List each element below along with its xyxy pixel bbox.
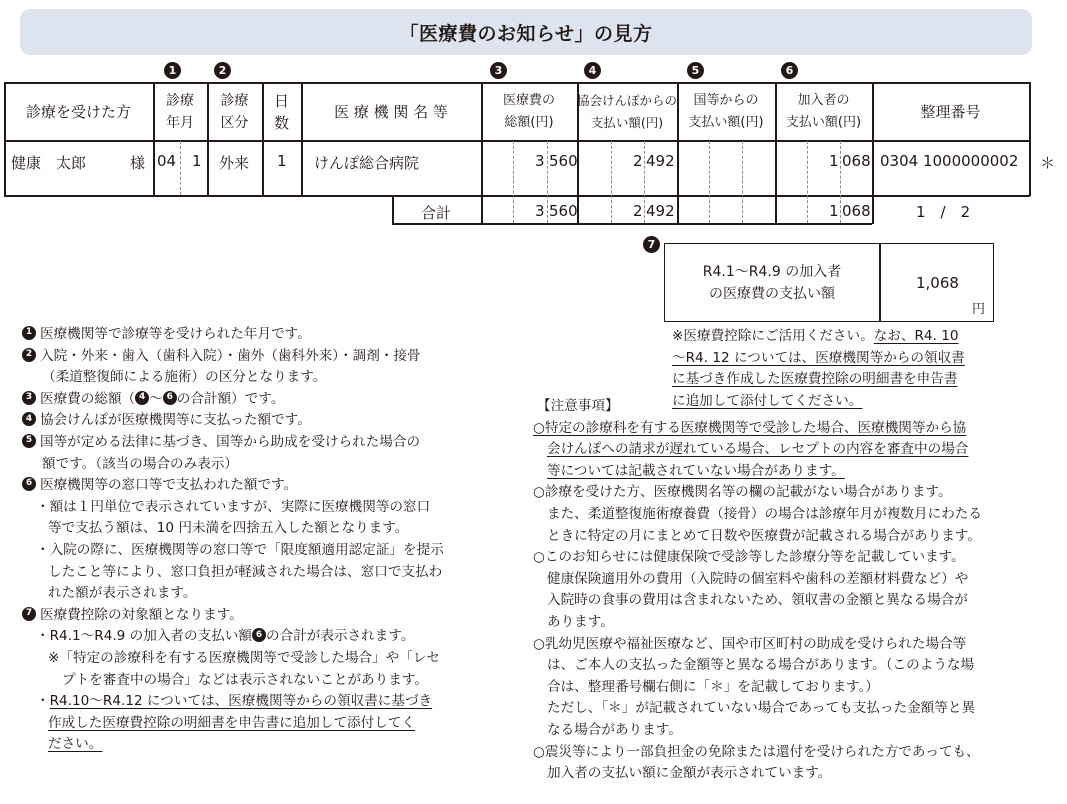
header-ref: 整理番号 [920,102,981,121]
totals-member-units: 068 [842,202,871,220]
deduction-amount: 1,068 [916,274,959,292]
digit-divider [840,141,841,223]
digit-divider [547,141,548,223]
num-2-icon: 2 [22,348,36,362]
page-indicator: 1 / 2 [916,203,971,221]
totals-member-thousands: 1 [829,202,839,220]
digit-divider [742,141,743,223]
header-total: 医療費の 総額(円) [502,92,555,130]
digit-divider [709,141,710,223]
cell-total-thousands: 3 [535,152,545,170]
header-kyokai: 協会けんぽからの 支払い額(円) [577,92,678,130]
marker-7: 7 [643,236,660,253]
num-3-icon: 3 [22,391,36,405]
totals-kyokai-units: 492 [646,202,675,220]
num-4-icon: 4 [22,412,36,426]
num-6-icon: 6 [163,391,177,405]
cell-kyokai-units: 492 [646,152,675,170]
deduction-label: R4.1～R4.9 の加入者 の医療費の支払い額 [702,263,842,302]
digit-divider [180,141,181,195]
caution-notes: 【注意事項】 ○特定の診療科を有する医療機関等で受診した場合、医療機関等から協 会けんぽへの請求が遅れている場合、レセプトの内容を審査中の場合 等については記載されていない場合があります。 ○診療を受けた方、医療機関名等の欄の記載がない場合があります。 また、柔道整復施術療養費（接骨）の場合は診療年月が複数月にわたる ときに特定の月にまとめて日数や医療費が記載される場合があります。 ○このお知らせには健康保険で受診等した診療分等を記載しています。 健康保険適用外の費用（入院時の個室料や歯科の差額材料費など）や 入院時の食事の費用は含まれないため、領収書の金額と異なる場合が あります。 ○乳幼児医療や福祉医療など、国や市区町村の助成を受けられた場合等 は、ご本人の支払った金額等と異なる場合があります。（このような場 合は、整理番号欄右側に「＊」を記載しております。） ただし、「＊」が記載されていない場合であっても支払った金額等と異 なる場合があります。 ○震災等により一部負担金の免除または還付を受けられた方であっても、 加入者の支払い額に金額が表示されています。 [533,398,982,782]
num-6-icon: 6 [22,477,36,491]
header-category: 診療 区分 [220,92,249,131]
marker-4: 4 [584,62,601,79]
num-5-icon: 5 [22,434,36,448]
grid-line [4,195,1030,197]
deduction-note: ※医療費控除にご活用ください。なお、R4. 10 ～R4. 12 については、医療機関等からの領収書 に基づき作成した医療費控除の明細書を申告書 に追加して添付してください。 [672,328,965,409]
totals-total-thousands: 3 [535,202,545,220]
digit-divider [644,141,645,223]
header-state: 国等からの 支払い額(円) [688,92,764,130]
cell-member-units: 068 [842,152,871,170]
honorific: 様 [130,154,146,172]
cell-institution: けんぽ総合病院 [314,154,420,172]
header-member: 加入者の 支払い額(円) [785,92,862,130]
asterisk-mark: ＊ [1040,154,1056,172]
caution-heading: 【注意事項】 [537,398,619,414]
marker-6: 6 [781,62,798,79]
grid-line [392,223,872,225]
marker-3: 3 [490,62,507,79]
cell-member-thousands: 1 [829,152,839,170]
header-year-month: 診療 年月 [166,92,194,131]
cell-total-units: 560 [549,152,578,170]
totals-kyokai-thousands: 2 [633,202,643,220]
grid-line [1029,82,1031,196]
grid-line [392,195,394,224]
digit-divider [611,141,612,223]
deduction-box [664,243,994,322]
box-divider [879,244,881,321]
digit-divider [513,141,514,223]
marker-5: 5 [687,62,704,79]
cell-ref: 0304 1000000002 [880,152,1019,170]
header-days: 日 数 [273,91,289,132]
cell-category: 外来 [219,154,250,172]
cell-kyokai-thousands: 2 [633,152,643,170]
marker-1: 1 [164,62,181,79]
digit-divider [807,141,808,223]
page-title: 「医療費のお知らせ」の見方 [20,9,1032,55]
num-4-icon: 4 [135,391,149,405]
yen-unit: 円 [972,302,986,317]
header-institution: 医 療 機 関 名 等 [334,102,448,121]
grid-line [4,140,1030,142]
header-patient: 診療を受けた方 [25,102,131,121]
num-6-icon: 6 [252,628,266,642]
patient-name: 健康 太郎 [11,154,87,172]
num-1-icon: 1 [22,326,36,340]
num-7-icon: 7 [22,607,36,621]
cell-year: 04 [157,152,177,170]
cell-days: 1 [277,152,287,170]
cell-month: 1 [192,152,202,170]
totals-total-units: 560 [549,202,578,220]
totals-label: 合計 [421,204,452,222]
left-notes: 1 医療機関等で診療等を受けられた年月です。 2 入院・外来・歯入（歯科入院）・歯外（歯科外来）・調剤・接骨 （柔道整復師による施術）の区分となります。 3 医療費の総額（ 4 ～ 6 の合計額）です。 4 協会けんぽが医療機関等に支払った額です。 5 国等が定める法律に基づき、国等から助成を受けられた場合の 額です。（該当の場合のみ表示） 6 医療機関等の窓口等で支払われた額です。 ・額は１円単位で表示されていますが、実際に医療機関等の窓口 等で支払う額は、10 円未満を四捨五入した額となります。 ・入院の際に、医療機関等の窓口等で「限度額適用認定証」を提示 したこと等により、窓口負担が軽減された場合は、窓口で支払わ れた額が表示されます。 7 医療費控除の対象額となります。 ・R4.1～R4.9 の加入者の支払い額 6 の合計が表示されます。 ※「特定の診療科を有する医療機関等で受診した場合」や「レセ プトを審査中の場合」などは表示されないことがあります。 ・R4.10～R4.12 については、医療機関等からの領収書に基づき 作成した医療費控除の明細書を申告書に追加して添付してく ださい。 [22,324,444,756]
marker-2: 2 [214,62,231,79]
